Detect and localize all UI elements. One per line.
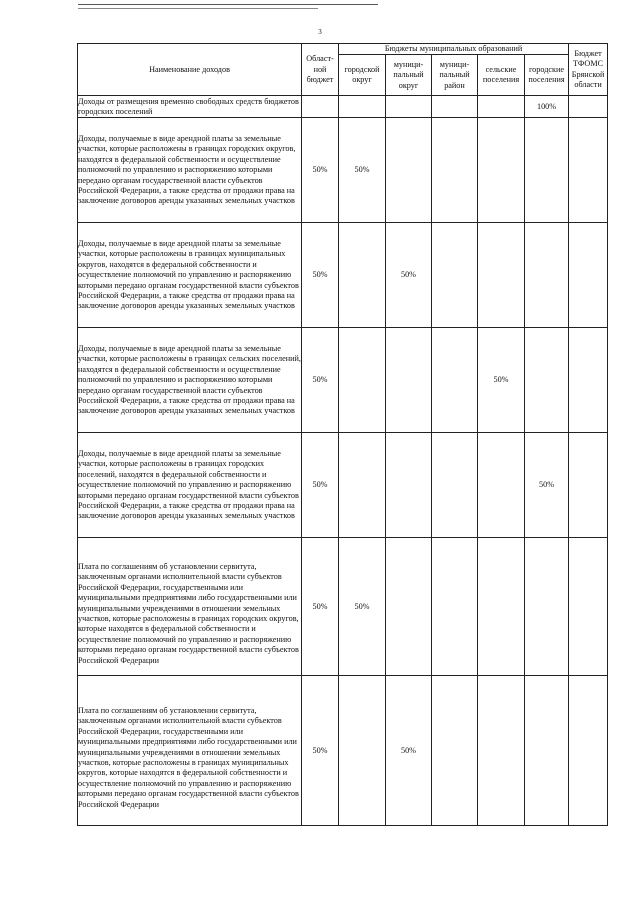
regional-share: 50%	[302, 223, 339, 328]
municipal-okrug-share	[386, 328, 432, 433]
header-income-name: Наименование доходов	[78, 44, 302, 96]
rural-share	[478, 676, 525, 826]
municipal-raion-share	[432, 96, 478, 118]
regional-share: 50%	[302, 118, 339, 223]
urban-share	[525, 676, 569, 826]
regional-share: 50%	[302, 433, 339, 538]
header-municipal-budgets: Бюджеты муниципальных образований	[339, 44, 569, 55]
municipal-okrug-share: 50%	[386, 676, 432, 826]
table-row	[78, 433, 608, 538]
urban-share	[525, 538, 569, 676]
municipal-raion-share	[432, 676, 478, 826]
regional-share: 50%	[302, 676, 339, 826]
header-urban-district: городской округ	[339, 55, 386, 96]
header-urban-settlements: городские поселения	[525, 55, 569, 96]
table-row	[78, 96, 608, 118]
urban-share: 50%	[525, 433, 569, 538]
header-rural-settlements: сельские поселения	[478, 55, 525, 96]
municipal-raion-share	[432, 433, 478, 538]
tfoms-share	[569, 223, 608, 328]
income-name: Доходы, получаемые в виде арендной платы за земельные участки, которые расположены в границах муниципальных округов, находятся в федеральной собственности и осуществление полномочий по управлению и распоряжению которыми передано органам государственной власти субъектов Российской Федерации, а также средства от продажи права на заключение договоров аренды указанных земельных участков	[78, 223, 302, 328]
municipal-okrug-share	[386, 96, 432, 118]
municipal-okrug-share	[386, 118, 432, 223]
tfoms-share	[569, 433, 608, 538]
header-municipal-okrug: муници- пальный округ	[386, 55, 432, 96]
municipal-okrug-share: 50%	[386, 223, 432, 328]
municipal-raion-share	[432, 118, 478, 223]
urban-share: 100%	[525, 96, 569, 118]
regional-share	[302, 96, 339, 118]
table-row	[78, 676, 608, 826]
urban-district-share	[339, 96, 386, 118]
municipal-raion-share	[432, 538, 478, 676]
header-tfoms-budget: Бюджет ТФОМС Брянской области	[569, 44, 608, 96]
income-name: Доходы, получаемые в виде арендной платы за земельные участки, которые расположены в границах городских поселений, находятся в федеральной собственности и осуществление полномочий по управлению и распоряжению которыми передано органам государственной власти субъектов Российской Федерации, а также средства от продажи права на заключение договоров аренды указанных земельных участков	[78, 433, 302, 538]
rural-share	[478, 433, 525, 538]
municipal-okrug-share	[386, 538, 432, 676]
income-distribution-table	[77, 43, 608, 826]
urban-share	[525, 223, 569, 328]
income-name: Плата по соглашениям об установлении сервитута, заключенным органами исполнительной власти субъектов Российской Федерации, государственными или муниципальными предприятиями либо государственными или муниципальными учреждениями в отношении земельных участков, которые расположены в границах муниципальных округов, которые находятся в федеральной собственности и осуществление полномочий по управлению и распоряжению которыми передано органам государственной власти субъектов Российской Федерации	[78, 676, 302, 826]
regional-share: 50%	[302, 328, 339, 433]
income-name: Плата по соглашениям об установлении сервитута, заключенным органами исполнительной власти субъектов Российской Федерации, государственными или муниципальными предприятиями либо государственными или муниципальными учреждениями в отношении земельных участков, которые расположены в границах городских округов, которые находятся в федеральной собственности и осуществление полномочий по управлению и распоряжению которыми передано органам государственной власти субъектов Российской Федерации	[78, 538, 302, 676]
table-row	[78, 328, 608, 433]
municipal-raion-share	[432, 223, 478, 328]
municipal-raion-share	[432, 328, 478, 433]
urban-share	[525, 118, 569, 223]
rural-share	[478, 538, 525, 676]
urban-district-share	[339, 433, 386, 538]
rural-share	[478, 118, 525, 223]
header-regional-budget: Област- ной бюджет	[302, 44, 339, 96]
urban-share	[525, 328, 569, 433]
page-number: 3	[318, 28, 322, 36]
table-row	[78, 538, 608, 676]
table-row	[78, 223, 608, 328]
regional-share: 50%	[302, 538, 339, 676]
rural-share	[478, 96, 525, 118]
urban-district-share	[339, 328, 386, 433]
income-name: Доходы, получаемые в виде арендной платы за земельные участки, которые расположены в границах городских округов, находятся в федеральной собственности и осуществление полномочий по управлению и распоряжению которыми передано органам государственной власти субъектов Российской Федерации, а также средства от продажи права на заключение договоров аренды указанных земельных участков	[78, 118, 302, 223]
urban-district-share	[339, 223, 386, 328]
table-row	[78, 118, 608, 223]
income-name: Доходы, получаемые в виде арендной платы за земельные участки, которые расположены в границах сельских поселений, находятся в федеральной собственности и осуществление полномочий по управлению и распоряжению которыми передано органам государственной власти субъектов Российской Федерации, а также средства от продажи права на заключение договоров аренды указанных земельных участков	[78, 328, 302, 433]
tfoms-share	[569, 118, 608, 223]
urban-district-share: 50%	[339, 538, 386, 676]
urban-district-share	[339, 676, 386, 826]
tfoms-share	[569, 538, 608, 676]
rural-share: 50%	[478, 328, 525, 433]
tfoms-share	[569, 96, 608, 118]
scan-artifact-line	[78, 8, 318, 9]
income-name: Доходы от размещения временно свободных средств бюджетов городских поселений	[78, 96, 302, 118]
tfoms-share	[569, 328, 608, 433]
municipal-okrug-share	[386, 433, 432, 538]
scan-artifact-line	[78, 4, 378, 5]
urban-district-share: 50%	[339, 118, 386, 223]
header-municipal-raion: муници- пальный район	[432, 55, 478, 96]
rural-share	[478, 223, 525, 328]
tfoms-share	[569, 676, 608, 826]
